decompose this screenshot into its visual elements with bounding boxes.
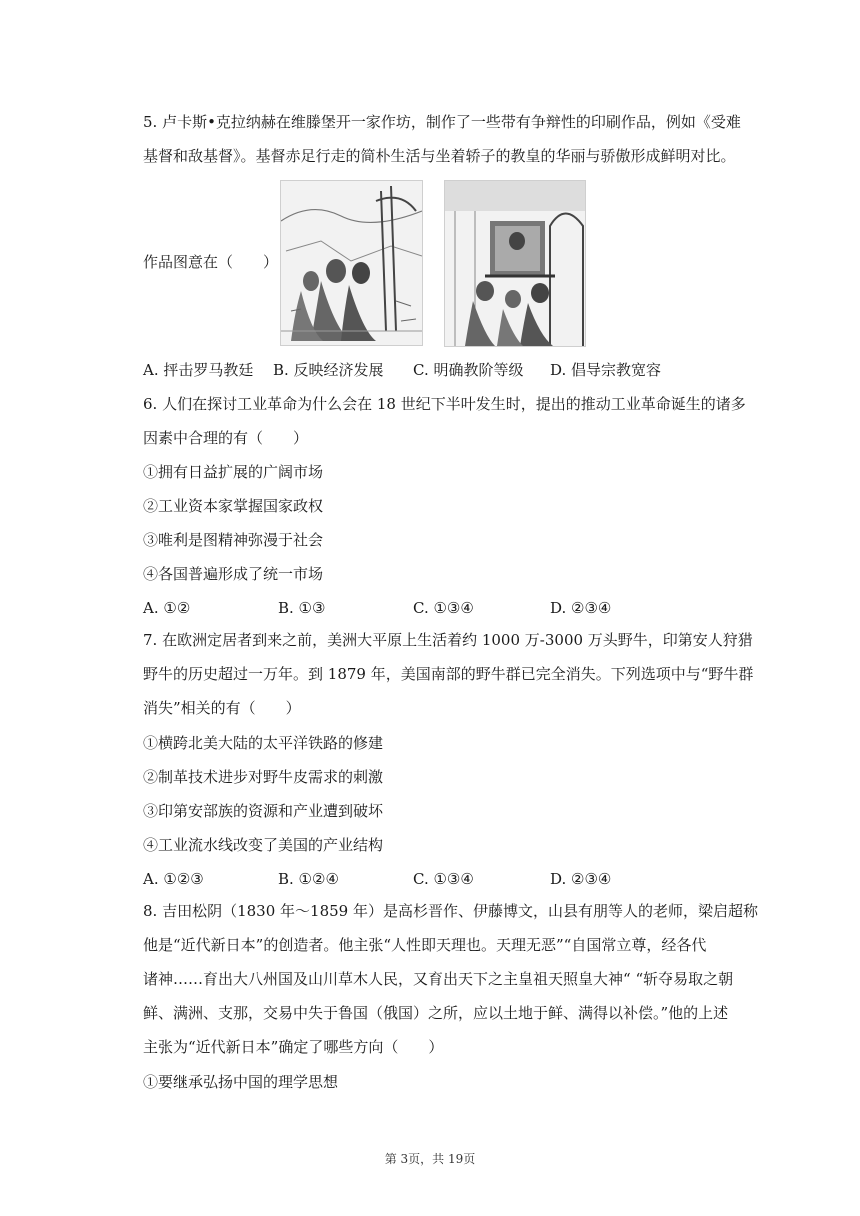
q6-item-2: ②工业资本家掌握国家政权 [143, 497, 324, 515]
q7-item-3: ③印第安部族的资源和产业遭到破坏 [143, 802, 384, 820]
q8-stem-line-3: 诸神……育出大八州国及山川草木人民，又育出天下之主皇祖天照皇大神“ “斩夺易取之朝 [143, 970, 734, 988]
q6-option-c[interactable]: C. ①③④ [413, 599, 474, 617]
q7-option-b[interactable]: B. ①②④ [278, 870, 339, 888]
q6-option-b[interactable]: B. ①③ [278, 599, 326, 617]
q8-stem-line-5: 主张为“近代新日本”确定了哪些方向（ ） [143, 1038, 444, 1056]
q5-stem-line-1: 5. 卢卡斯•克拉纳赫在维滕堡开一家作坊，制作了一些带有争辩性的印刷作品，例如《受难 [143, 113, 741, 131]
q7-option-a[interactable]: A. ①②③ [143, 870, 204, 888]
q7-stem-line-2: 野牛的历史超过一万年。到 1879 年，美国南部的野牛群已完全消失。下列选项中与“野牛群 [143, 665, 754, 683]
woodcut-pope-image [444, 180, 586, 347]
q5-prompt: 作品图意在（ ） [143, 253, 279, 271]
q7-item-1: ①横跨北美大陆的太平洋铁路的修建 [143, 734, 384, 752]
q5-option-a[interactable]: A. 抨击罗马教廷 [143, 361, 254, 379]
q8-stem-line-4: 鲜、满洲、支那，交易中失于鲁国（俄国）之所，应以土地于鲜、满得以补偿。”他的上述 [143, 1004, 729, 1022]
q7-stem-line-3: 消失”相关的有（ ） [143, 699, 301, 717]
q6-item-4: ④各国普遍形成了统一市场 [143, 565, 324, 583]
q6-option-a[interactable]: A. ①② [143, 599, 191, 617]
page-footer: 第 3页，共 19页 [384, 1152, 476, 1166]
q7-stem-line-1: 7. 在欧洲定居者到来之前，美洲大平原上生活着约 1000 万-3000 万头野牛，印第安人狩猎 [143, 631, 753, 649]
q6-options [143, 598, 703, 618]
woodcut-christ-illustration [281, 181, 422, 345]
q6-stem-line-1: 6. 人们在探讨工业革命为什么会在 18 世纪下半叶发生时，提出的推动工业革命诞生的诸多 [143, 395, 746, 413]
q5-option-b[interactable]: B. 反映经济发展 [273, 361, 384, 379]
q6-stem-line-2: 因素中合理的有（ ） [143, 429, 309, 447]
q7-option-d[interactable]: D. ②③④ [550, 870, 612, 888]
q8-stem-line-1: 8. 吉田松阴（1830 年～1859 年）是高杉晋作、伊藤博文，山县有朋等人的老师，梁启超称 [143, 902, 758, 920]
woodcut-christ-image [280, 180, 423, 346]
q7-item-2: ②制革技术进步对野牛皮需求的刺激 [143, 768, 384, 786]
q7-item-4: ④工业流水线改变了美国的产业结构 [143, 836, 384, 854]
q7-option-c[interactable]: C. ①③④ [413, 870, 474, 888]
q8-stem-line-2: 他是“近代新日本”的创造者。他主张“人性即天理也。天理无恶”“自国常立尊，经各代 [143, 936, 707, 954]
woodcut-pope-illustration [445, 181, 585, 346]
q6-item-3: ③唯利是图精神弥漫于社会 [143, 531, 324, 549]
q6-option-d[interactable]: D. ②③④ [550, 599, 612, 617]
q5-option-d[interactable]: D. 倡导宗教宽容 [550, 361, 662, 379]
q6-item-1: ①拥有日益扩展的广阔市场 [143, 463, 324, 481]
q5-stem-line-2: 基督和敌基督》。基督赤足行走的简朴生活与坐着轿子的教皇的华丽与骄傲形成鲜明对比。 [143, 147, 736, 165]
q5-options [143, 360, 703, 380]
q8-item-1: ①要继承弘扬中国的理学思想 [143, 1073, 339, 1091]
q7-options [143, 869, 703, 889]
q5-option-c[interactable]: C. 明确教阶等级 [413, 361, 524, 379]
